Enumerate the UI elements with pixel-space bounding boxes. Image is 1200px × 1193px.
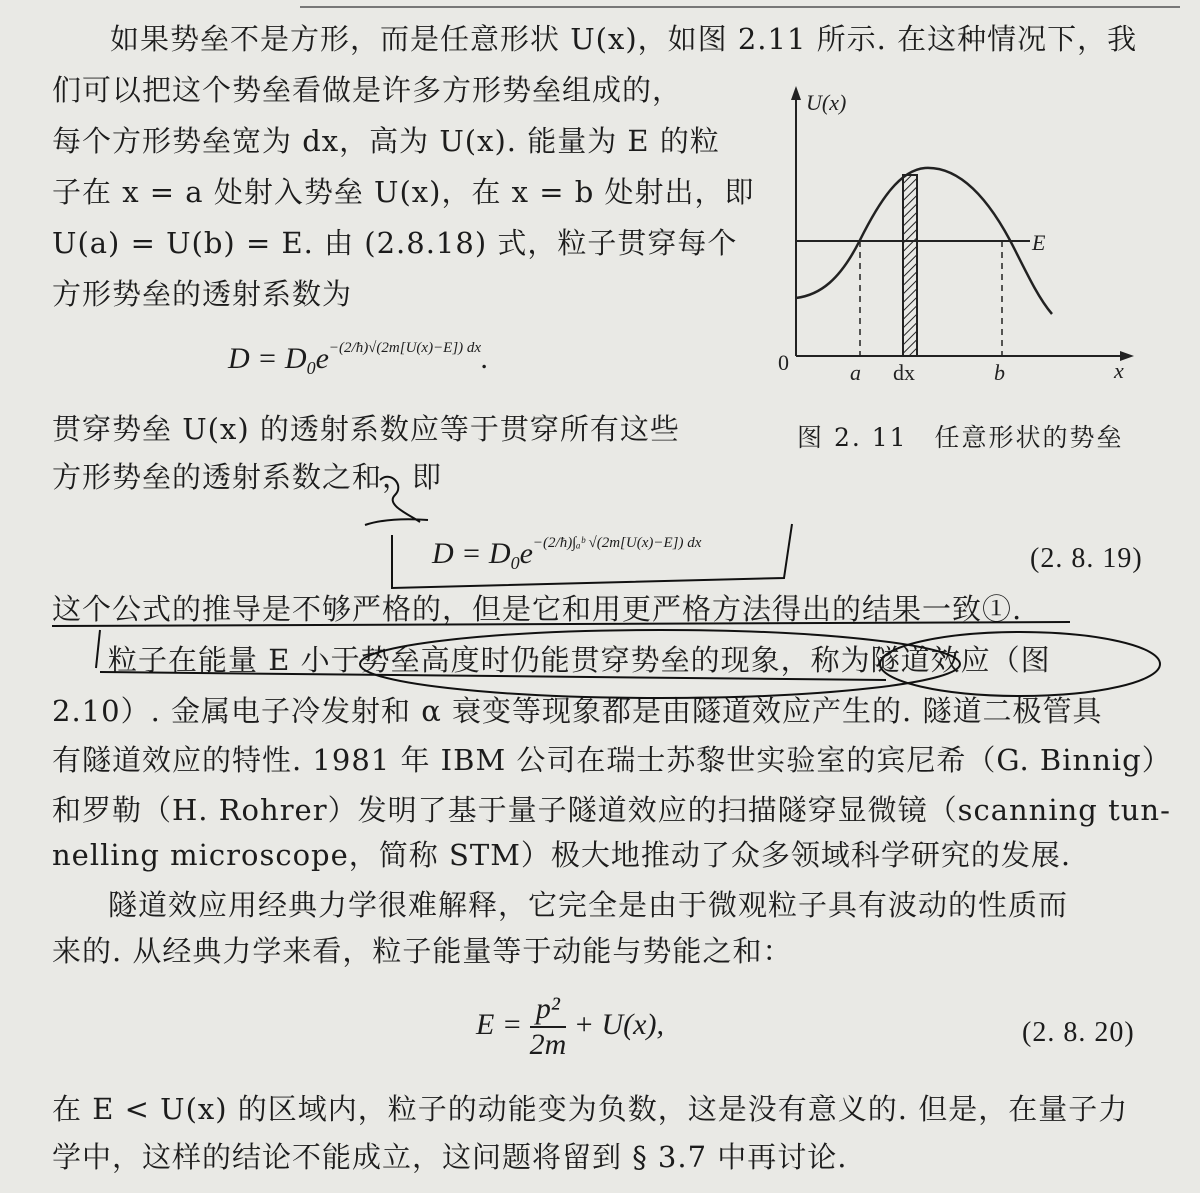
text-line-11: 2.10）. 金属电子冷发射和 α 衰变等现象都是由隧道效应产生的. 隧道二极管具 <box>52 694 1103 728</box>
text-line-5: U(a) = U(b) = E. 由 (2.8.18) 式，粒子贯穿每个 <box>52 226 738 260</box>
figure-potential-barrier <box>760 80 1200 400</box>
fraction-kinetic: $\frac{\text{p²}}{2m}$ <box>529 992 567 1061</box>
y-axis-label: U(x) <box>806 90 847 115</box>
figure-caption: 图 2. 11 任意形状的势垒 <box>797 423 1124 452</box>
text-line-8: 方形势垒的透射系数之和，即 <box>52 460 443 494</box>
origin-label: 0 <box>778 350 789 375</box>
tick-label-a: a <box>850 360 861 385</box>
text-line-18: 学中，这样的结论不能成立，这问题将留到 § 3.7 中再讨论. <box>52 1140 848 1174</box>
y-axis-arrow-icon <box>791 86 801 100</box>
text-line-7: 贯穿势垒 U(x) 的透射系数应等于贯穿所有这些 <box>52 412 680 446</box>
text-line-2: 们可以把这个势垒看做是许多方形势垒组成的， <box>52 73 683 107</box>
x-axis-label: x <box>1114 358 1124 383</box>
text-line-16: 来的. 从经典力学来看，粒子能量等于动能与势能之和： <box>52 934 793 968</box>
tick-label-b: b <box>994 360 1005 385</box>
equation-transmission-single: $D = D_0e^{-(2/ħ)√(2m[U(x)-E]) dx}$. <box>228 340 489 378</box>
pen-arrow-mark <box>365 519 428 525</box>
text-line-12: 有隧道效应的特性. 1981 年 IBM 公司在瑞士苏黎世实验室的宾尼希（G. Binnig） <box>52 743 1172 777</box>
text-line-17: 在 E < U(x) 的区域内，粒子的动能变为负数，这是没有意义的. 但是，在量子力 <box>52 1092 1129 1126</box>
page-top-rule <box>300 6 1180 8</box>
text-line-15: 隧道效应用经典力学很难解释，它完全是由于微观粒子具有波动的性质而 <box>108 888 1069 922</box>
text-line-3: 每个方形势垒宽为 dx，高为 U(x). 能量为 E 的粒 <box>52 124 720 158</box>
equation-number-2-8-20: (2. 8. 20) <box>1022 1017 1135 1048</box>
text-line-14: nelling microscope，简称 STM）极大地推动了众多领域科学研究的发展. <box>52 838 1072 872</box>
tick-label-dx: dx <box>893 360 915 385</box>
energy-label: E <box>1032 230 1046 255</box>
equation-transmission-total: $D = D_0e^{-(2/ħ)\int_aᵇ √(2m[U(x)-E]) dx}$ <box>432 535 702 573</box>
equation-energy: E = $\frac{\text{p²}}{2m}$ + U(x), <box>476 992 664 1061</box>
bracket-mark <box>96 630 100 668</box>
text-line-13: 和罗勒（H. Rohrer）发明了基于量子隧道效应的扫描隧穿显微镜（scanning tun- <box>52 793 1171 827</box>
text-line-1: 如果势垒不是方形，而是任意形状 U(x)，如图 2.11 所示. 在这种情况下，我 <box>110 22 1138 56</box>
equation-number-2-8-19: (2. 8. 19) <box>1030 543 1143 574</box>
hatched-strip-dx <box>903 175 917 356</box>
text-line-6: 方形势垒的透射系数为 <box>52 277 353 311</box>
text-line-10: 粒子在能量 E 小于势垒高度时仍能贯穿势垒的现象，称为隧道效应（图 <box>108 643 1051 677</box>
text-line-9: 这个公式的推导是不够严格的，但是它和用更严格方法得出的结果一致①. <box>52 592 1023 626</box>
text-line-4: 子在 x = a 处射入势垒 U(x)，在 x = b 处射出，即 <box>52 175 755 209</box>
